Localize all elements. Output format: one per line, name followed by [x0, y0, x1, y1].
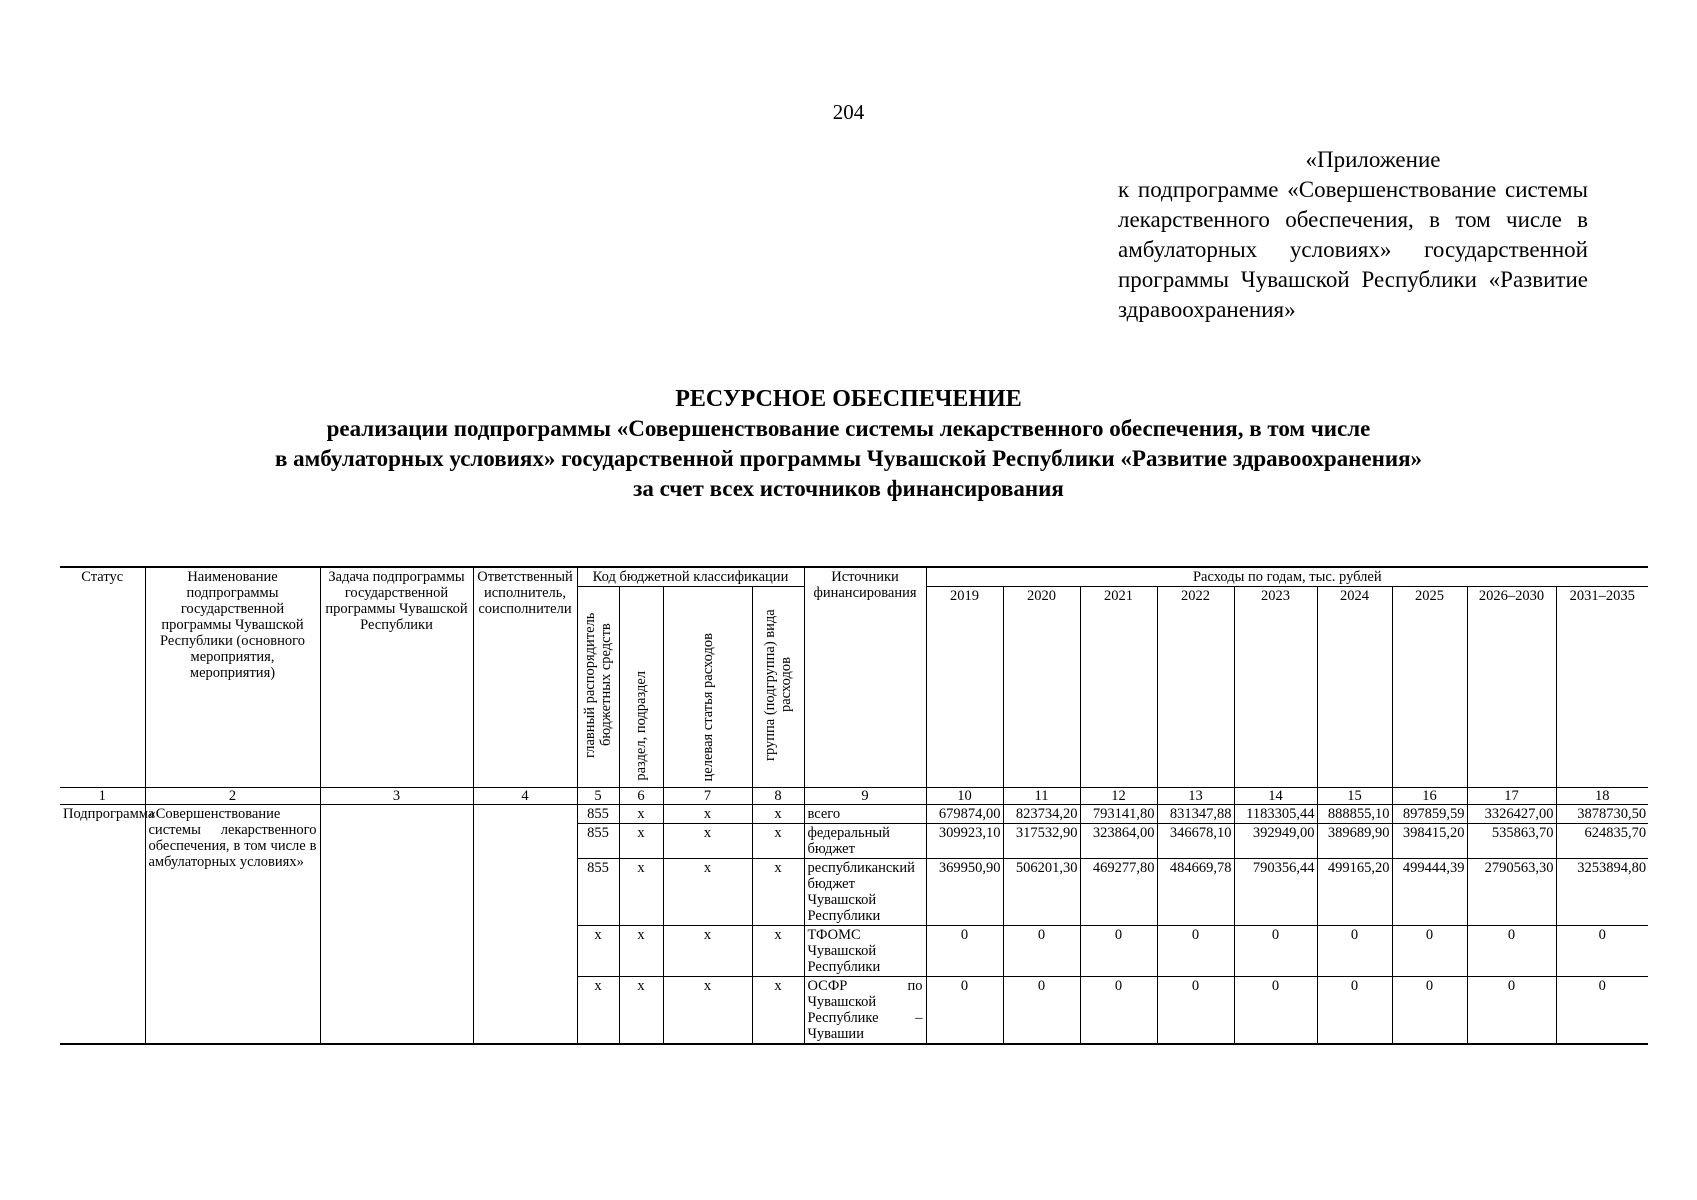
- value-cell: 679874,00: [926, 805, 1003, 824]
- header-expenses: Расходы по годам, тыс. рублей: [926, 567, 1648, 587]
- value-cell: 469277,80: [1080, 859, 1157, 926]
- column-number: 11: [1003, 788, 1080, 805]
- funding-source: республиканский бюджет Чувашской Республики: [804, 859, 926, 926]
- title-line-1: реализации подпрограммы «Совершенствование системы лекарственного обеспечения, в том числе: [326, 416, 1371, 441]
- value-cell: 3326427,00: [1467, 805, 1556, 824]
- header-row-1: [60, 567, 1648, 587]
- value-cell: 0: [1003, 926, 1080, 977]
- header-year: 2024: [1317, 587, 1392, 788]
- column-number: 3: [320, 788, 473, 805]
- program-name-cell: «Совершенствование системы лекарственного обеспечения, в том числе в амбулаторных условиях»: [145, 805, 320, 1045]
- code-grbs: 855: [577, 859, 619, 926]
- code-grbs: 855: [577, 805, 619, 824]
- code-group: x: [752, 859, 804, 926]
- column-number: 15: [1317, 788, 1392, 805]
- value-cell: 897859,59: [1392, 805, 1467, 824]
- header-year: 2031–2035: [1556, 587, 1648, 788]
- funding-source: ТФОМС Чувашской Республики: [804, 926, 926, 977]
- code-group: x: [752, 926, 804, 977]
- appendix-note: [1118, 145, 1588, 325]
- value-cell: 793141,80: [1080, 805, 1157, 824]
- header-year: 2022: [1157, 587, 1234, 788]
- column-number: 16: [1392, 788, 1467, 805]
- value-cell: 369950,90: [926, 859, 1003, 926]
- code-group: x: [752, 977, 804, 1045]
- value-cell: 346678,10: [1157, 824, 1234, 859]
- value-cell: 392949,00: [1234, 824, 1317, 859]
- appendix-heading: «Приложение: [1305, 147, 1441, 172]
- column-number: 6: [619, 788, 663, 805]
- column-number: 14: [1234, 788, 1317, 805]
- resource-table-container: [60, 566, 1648, 1045]
- code-target: x: [663, 926, 752, 977]
- code-section: x: [619, 859, 663, 926]
- value-cell: 0: [1234, 977, 1317, 1045]
- header-year: 2023: [1234, 587, 1317, 788]
- value-cell: 0: [926, 926, 1003, 977]
- title-line-2: в амбулаторных условиях» государственной программы Чувашской Республики «Развитие здравоохранения»: [274, 446, 1423, 471]
- title-line-3: за счет всех источников финансирования: [633, 476, 1064, 501]
- value-cell: 0: [1392, 977, 1467, 1045]
- value-cell: 0: [1392, 926, 1467, 977]
- column-number: 13: [1157, 788, 1234, 805]
- column-number: 9: [804, 788, 926, 805]
- value-cell: 888855,10: [1317, 805, 1392, 824]
- column-number: 10: [926, 788, 1003, 805]
- column-number: 4: [473, 788, 577, 805]
- value-cell: 0: [1467, 926, 1556, 977]
- value-cell: 389689,90: [1317, 824, 1392, 859]
- header-year: 2026–2030: [1467, 587, 1556, 788]
- value-cell: 323864,00: [1080, 824, 1157, 859]
- header-task: Задача подпрограммы государственной программы Чувашской Республики: [320, 567, 473, 788]
- code-grbs: x: [577, 977, 619, 1045]
- funding-source: всего: [804, 805, 926, 824]
- column-number: 17: [1467, 788, 1556, 805]
- header-sources: Источники финансирования: [804, 567, 926, 788]
- value-cell: 790356,44: [1234, 859, 1317, 926]
- appendix-body: к подпрограмме «Совершенствование системы лекарственного обеспечения, в том числе в амбулаторных условиях» государственной программы Чувашской Республики «Развитие здравоохранения»: [1118, 177, 1588, 322]
- value-cell: 0: [1157, 977, 1234, 1045]
- header-responsible: Ответственный исполнитель, соисполнители: [473, 567, 577, 788]
- column-number: 8: [752, 788, 804, 805]
- column-number: 2: [145, 788, 320, 805]
- value-cell: 823734,20: [1003, 805, 1080, 824]
- header-year: 2021: [1080, 587, 1157, 788]
- value-cell: 2790563,30: [1467, 859, 1556, 926]
- code-target: x: [663, 824, 752, 859]
- status-cell: Подпрограмма: [60, 805, 145, 1045]
- value-cell: 0: [1317, 926, 1392, 977]
- code-group: x: [752, 805, 804, 824]
- code-group: x: [752, 824, 804, 859]
- value-cell: 3878730,50: [1556, 805, 1648, 824]
- code-target: x: [663, 805, 752, 824]
- value-cell: 0: [1080, 926, 1157, 977]
- task-cell: [320, 805, 473, 1045]
- page-number: 204: [832, 100, 865, 124]
- header-code-group: группа (подгруппа) вида расходов: [752, 587, 804, 788]
- column-number-row: [60, 788, 1648, 805]
- value-cell: 0: [1080, 977, 1157, 1045]
- funding-source: ОСФР по Чувашской Республике – Чувашии: [804, 977, 926, 1045]
- header-budget-code: Код бюджетной классификации: [577, 567, 804, 587]
- value-cell: 309923,10: [926, 824, 1003, 859]
- value-cell: 499165,20: [1317, 859, 1392, 926]
- code-grbs: x: [577, 926, 619, 977]
- code-target: x: [663, 859, 752, 926]
- value-cell: 0: [926, 977, 1003, 1045]
- value-cell: 831347,88: [1157, 805, 1234, 824]
- value-cell: 484669,78: [1157, 859, 1234, 926]
- code-section: x: [619, 805, 663, 824]
- value-cell: 0: [1556, 977, 1648, 1045]
- column-number: 7: [663, 788, 752, 805]
- value-cell: 1183305,44: [1234, 805, 1317, 824]
- column-number: 1: [60, 788, 145, 805]
- value-cell: 0: [1467, 977, 1556, 1045]
- value-cell: 506201,30: [1003, 859, 1080, 926]
- value-cell: 0: [1234, 926, 1317, 977]
- value-cell: 0: [1157, 926, 1234, 977]
- code-section: x: [619, 977, 663, 1045]
- column-number: 5: [577, 788, 619, 805]
- document-title: [0, 384, 1697, 504]
- header-code-grbs: главный распорядитель бюджетных средств: [577, 587, 619, 788]
- responsible-cell: [473, 805, 577, 1045]
- header-name: Наименование подпрограммы государственной программы Чувашской Республики (основного мероприятия, мероприятия): [145, 567, 320, 788]
- column-number: 12: [1080, 788, 1157, 805]
- header-year: 2020: [1003, 587, 1080, 788]
- header-code-section: раздел, подраздел: [619, 587, 663, 788]
- header-year: 2025: [1392, 587, 1467, 788]
- resource-table: [60, 566, 1648, 1045]
- value-cell: 499444,39: [1392, 859, 1467, 926]
- value-cell: 0: [1317, 977, 1392, 1045]
- value-cell: 0: [1556, 926, 1648, 977]
- funding-source: федеральный бюджет: [804, 824, 926, 859]
- table-row: [60, 805, 1648, 824]
- header-code-target: целевая статья расходов: [663, 587, 752, 788]
- value-cell: 0: [1003, 977, 1080, 1045]
- value-cell: 624835,70: [1556, 824, 1648, 859]
- value-cell: 535863,70: [1467, 824, 1556, 859]
- value-cell: 317532,90: [1003, 824, 1080, 859]
- code-section: x: [619, 824, 663, 859]
- code-section: x: [619, 926, 663, 977]
- column-number: 18: [1556, 788, 1648, 805]
- value-cell: 398415,20: [1392, 824, 1467, 859]
- header-status: Статус: [60, 567, 145, 788]
- code-target: x: [663, 977, 752, 1045]
- title-heading: РЕСУРСНОЕ ОБЕСПЕЧЕНИЕ: [675, 386, 1022, 412]
- value-cell: 3253894,80: [1556, 859, 1648, 926]
- header-year: 2019: [926, 587, 1003, 788]
- code-grbs: 855: [577, 824, 619, 859]
